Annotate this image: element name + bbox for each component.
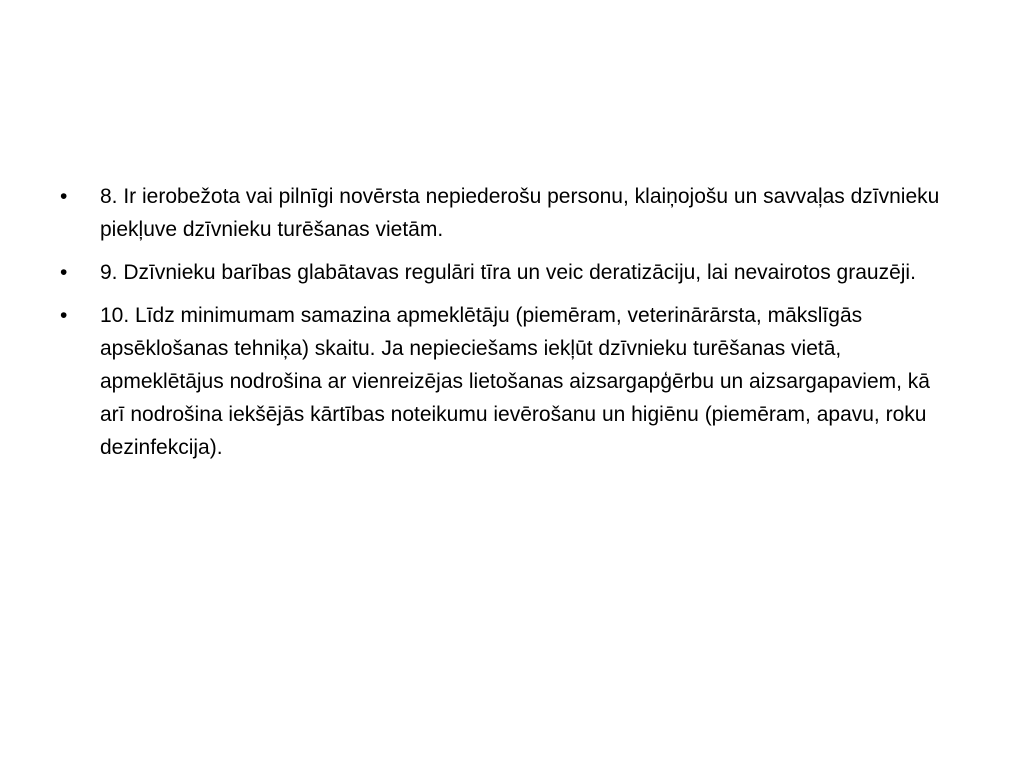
bullet-icon: • (60, 185, 68, 208)
list-item (60, 299, 960, 464)
bullet-icon: • (60, 261, 68, 284)
list-item-text: 9. Dzīvnieku barības glabātavas regulāri tīra un veic deratizāciju, lai nevairotos grauzēji. (100, 261, 916, 284)
list-item-text: 8. Ir ierobežota vai pilnīgi novērsta nepiederošu personu, klaiņojošu un savvaļas dzīvnieku piekļuve dzīvnieku turēšanas vietām. (100, 185, 940, 241)
list-item (60, 256, 960, 289)
list-item-text: 10. Līdz minimumam samazina apmeklētāju (piemēram, veterinārārsta, mākslīgās apsēklošanas tehniķa) skaitu. Ja nepieciešams iekļūt dzīvnieku turēšanas vietā, apmeklētājus nodrošina ar vienreizējas lietošanas aizsargapģērbu un aizsargapaviem, kā arī nodrošina iekšējās kārtības noteikumu ievērošanu un higiēnu (piemēram, apavu, roku dezinfekcija). (100, 304, 930, 459)
list-item (60, 180, 960, 246)
bullet-icon: • (60, 304, 68, 327)
bullet-list (60, 180, 960, 474)
